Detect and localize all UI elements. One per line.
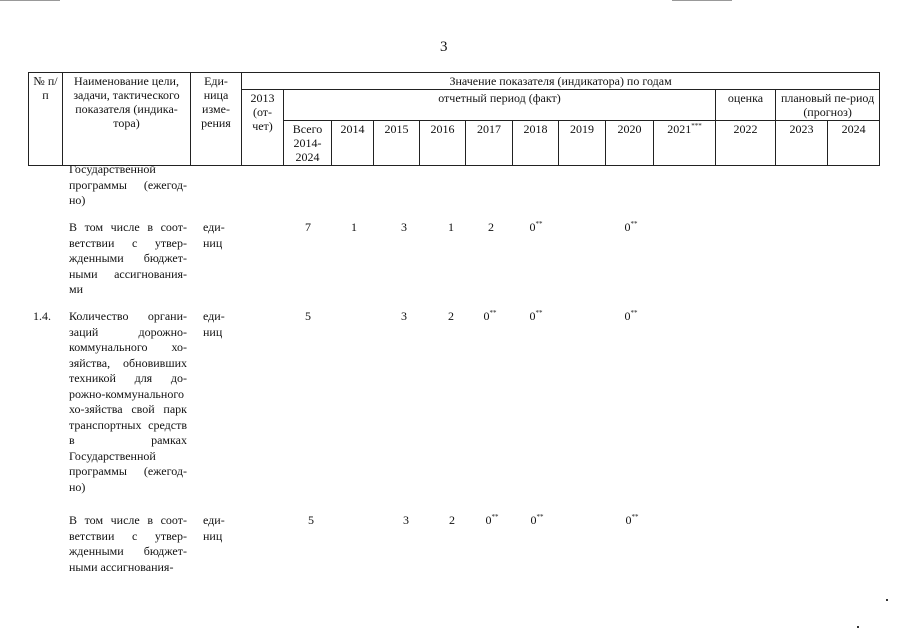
row-unit: еди-ниц	[203, 220, 225, 250]
value-2017: 0**	[485, 513, 499, 527]
value-2018: 0**	[529, 220, 543, 234]
header-year-2024: 2024	[828, 121, 880, 166]
value-total: 5	[308, 513, 314, 527]
scan-speck	[886, 599, 888, 601]
header-year-2020: 2020	[606, 121, 654, 166]
page-number: 3	[440, 39, 448, 55]
header-values: Значение показателя (индикатора) по годам	[242, 73, 880, 90]
header-year-2015: 2015	[374, 121, 420, 166]
row-name: В том числе в соот-ветствии с утвер-жденными бюджет-ными ассигнования-	[69, 513, 187, 574]
header-2013: 2013 (от-чет)	[242, 90, 284, 166]
value-2020: 0**	[624, 220, 638, 234]
row-unit: еди-ниц	[203, 513, 225, 543]
value-2020: 0**	[624, 309, 638, 323]
value-total: 5	[305, 309, 311, 323]
header-year-2017: 2017	[466, 121, 513, 166]
value-2017: 0**	[483, 309, 497, 323]
header-year-2023: 2023	[776, 121, 828, 166]
header-year-2018: 2018	[513, 121, 559, 166]
scan-edge-mark	[0, 0, 60, 1]
header-total: Всего 2014-2024	[284, 121, 332, 166]
header-name: Наименование цели, задачи, тактического показателя (индика-тора)	[63, 73, 191, 166]
value-2017: 2	[488, 220, 494, 234]
value-2014: 1	[351, 220, 357, 234]
value-2016: 2	[448, 309, 454, 323]
value-2018: 0**	[529, 309, 543, 323]
scan-speck	[857, 626, 859, 628]
row-name: В том числе в соот-ветствии с утвер-жденными бюджет-ными ассигнования-ми	[69, 220, 187, 296]
header-num: № п/п	[29, 73, 63, 166]
row-name-continued: Государственной программы (ежегод-но)	[69, 162, 187, 207]
row-unit: еди-ниц	[203, 309, 225, 339]
value-2016: 2	[449, 513, 455, 527]
indicator-table-header	[28, 72, 880, 166]
header-year-2016: 2016	[420, 121, 466, 166]
header-unit: Еди-ница изме-рения	[191, 73, 242, 166]
scan-edge-mark	[672, 0, 732, 1]
value-2015: 3	[401, 309, 407, 323]
row-num: 1.4.	[33, 309, 51, 323]
value-total: 7	[305, 220, 311, 234]
value-2018: 0**	[530, 513, 544, 527]
value-2015: 3	[401, 220, 407, 234]
header-estimate: оценка	[716, 90, 776, 121]
header-fact: отчетный период (факт)	[284, 90, 716, 121]
value-2016: 1	[448, 220, 454, 234]
header-year-2019: 2019	[559, 121, 606, 166]
header-plan: плановый пе-риод (прогноз)	[776, 90, 880, 121]
row-name: Количество органи-заций дорожно-коммунального хо-зяйства, обновивших техникой для до-рожно-коммунального хо-зяйства свой парк транспортных средств в рамках Государственной программы (ежегод-но)	[69, 309, 187, 494]
value-2020: 0**	[625, 513, 639, 527]
header-year-2022: 2022	[716, 121, 776, 166]
header-year-2021: 2021***	[654, 121, 716, 166]
header-year-2014: 2014	[332, 121, 374, 166]
value-2015: 3	[403, 513, 409, 527]
